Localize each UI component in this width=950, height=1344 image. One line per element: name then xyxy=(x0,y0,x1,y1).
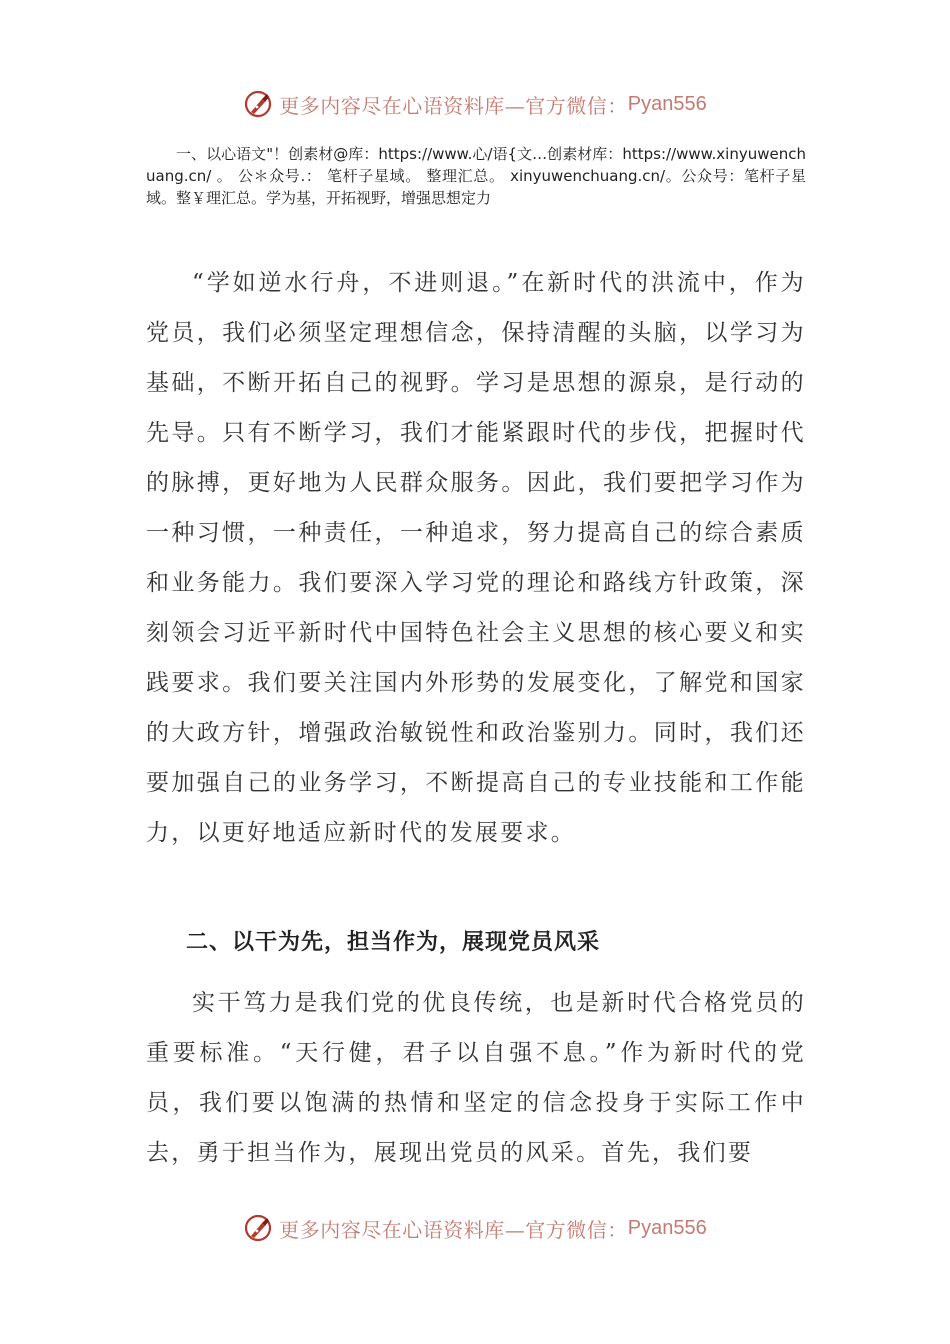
body-paragraph-1: “学如逆水行舟，不进则退。”在新时代的洪流中，作为党员，我们必须坚定理想信念，保持清醒的头脑，以学习为基础，不断开拓自己的视野。学习是思想的源泉，是行动的先导。只有不断学习，我们才能紧跟时代的步伐，把握时代的脉搏，更好地为人民群众服务。因此，我们要把学习作为一种习惯，一种责任，一种追求，努力提高自己的综合素质和业务能力。我们要深入学习党的理论和路线方针政策，深刻领会习近平新时代中国特色社会主义思想的核心要义和实践要求。我们要关注国内外形势的发展变化，了解党和国家的大政方针，增强政治敏锐性和政治鉴别力。同时，我们还要加强自己的业务学习，不断提高自己的专业技能和工作能力，以更好地适应新时代的发展要求。 xyxy=(146,270,806,846)
body-paragraph-2: 实干笃力是我们党的优良传统，也是新时代合格党员的重要标准。“天行健，君子以自强不息。”作为新时代的党员，我们要以饱满的热情和坚定的信念投身于实际工作中去，勇于担当作为，展现出党员的风采。首先，我们要 xyxy=(146,990,806,1166)
banner-text: 更多内容尽在心语资料库—官方微信： xyxy=(279,93,628,118)
intro-paragraph: 一、以心语文"！创素材@库：https://www.心/语{文…创素材库：https://www.xinyuwenchuang.cn/ 。 公＊众号.： 笔杆子星域。 整理汇总。 xinyuwenchuang.cn/。公众号：笔杆子星域。整￥理汇总。学为基，开拓视野，增强思想定力 xyxy=(146,145,806,207)
section-heading-2: 二、以干为先，担当作为，展现党员风采 xyxy=(186,930,601,955)
banner-wechat-id: Pyan556 xyxy=(627,1216,707,1239)
header-watermark-banner xyxy=(0,82,950,126)
banner-wechat-id: Pyan556 xyxy=(627,92,707,115)
footer-watermark-banner xyxy=(0,1206,950,1250)
banner-text: 更多内容尽在心语资料库—官方微信： xyxy=(279,1217,628,1242)
pen-nib-logo-icon xyxy=(243,89,273,119)
pen-nib-logo-icon xyxy=(243,1213,273,1243)
